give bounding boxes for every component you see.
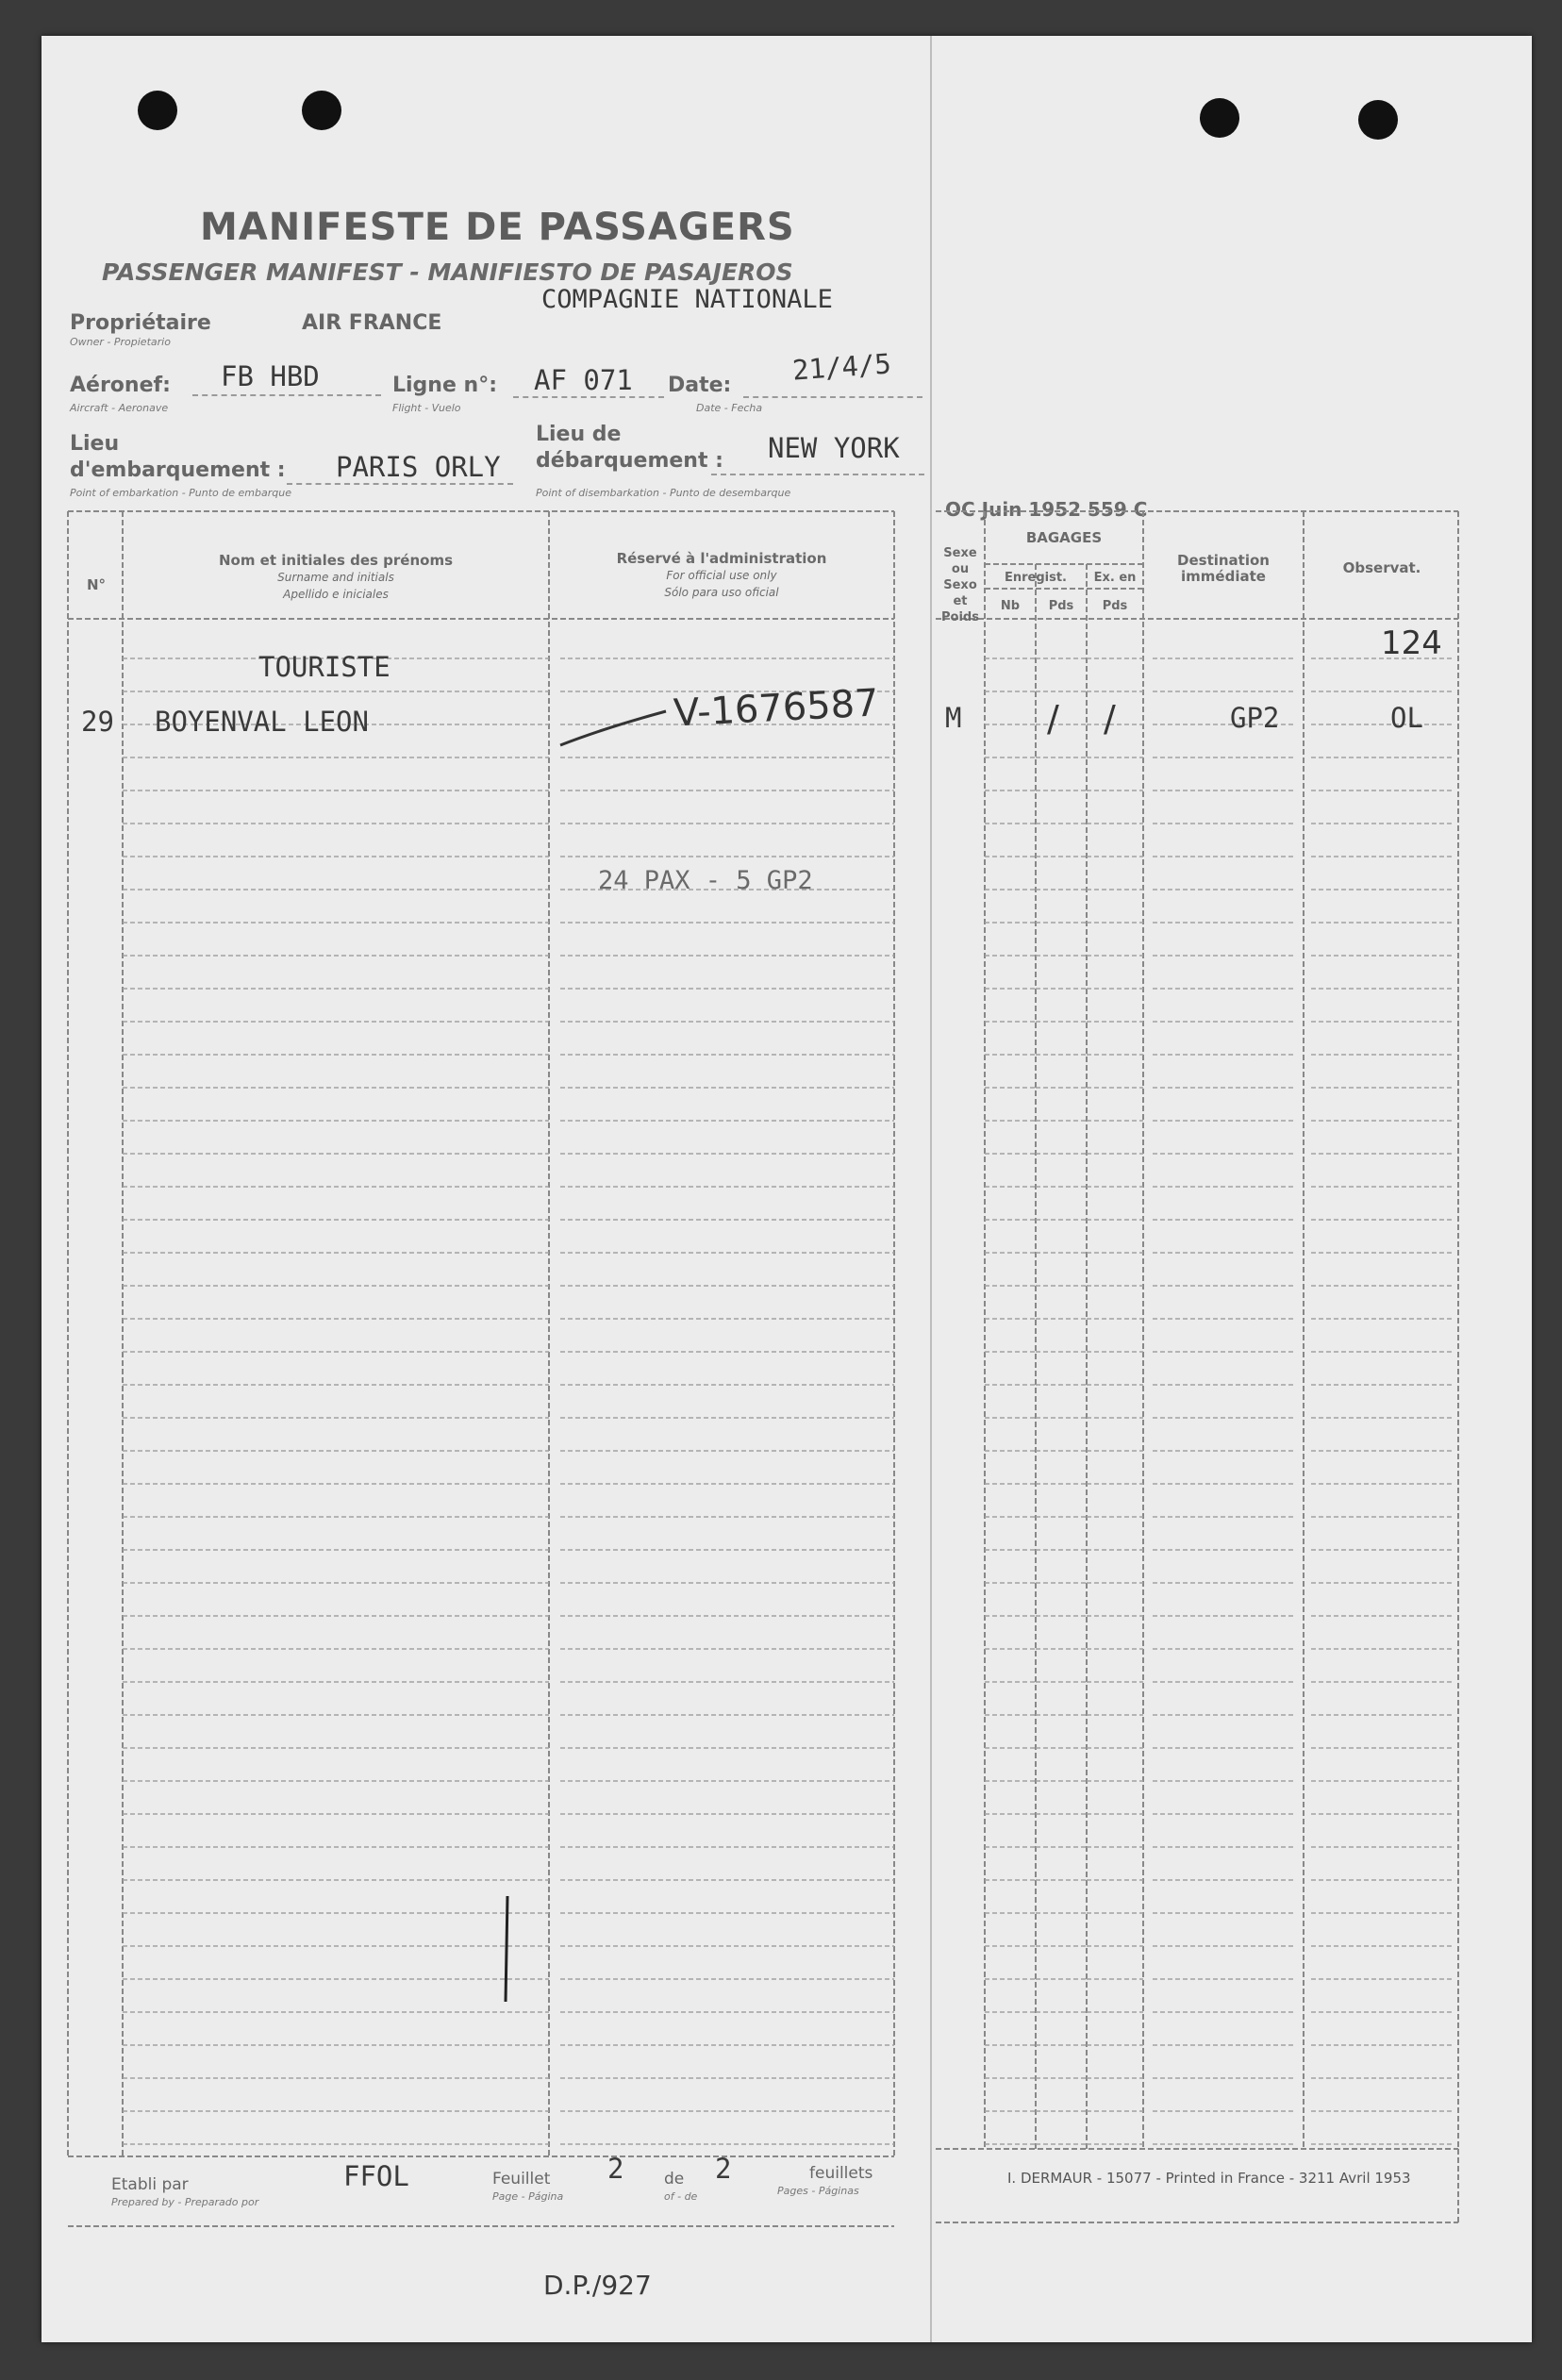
owner-label: Propriétaire <box>70 311 211 335</box>
prepared-sublabel: Prepared by - Preparado por <box>111 2196 259 2208</box>
embark-label-line2: d'embarquement : <box>70 458 286 482</box>
date-label: Date: <box>668 374 732 397</box>
of-sublabel: of - de <box>664 2190 698 2203</box>
embark-sublabel: Point of embarkation - Punto de embarque <box>70 487 291 499</box>
header-excess-pds: Pds <box>1102 599 1128 613</box>
class-label: TOURISTE <box>258 651 390 683</box>
flight-sublabel: Flight - Vuelo <box>392 402 461 414</box>
aircraft-sublabel: Aircraft - Aeronave <box>70 402 169 414</box>
company-value: COMPAGNIE NATIONALE <box>541 285 833 314</box>
disembark-sublabel: Point of disembarkation - Punto de desembarque <box>536 487 791 499</box>
admin-reference: V-1676587 <box>672 681 880 736</box>
header-admin-sub1: For official use only <box>666 569 777 582</box>
header-registered: Enregist. <box>1004 571 1067 585</box>
of-label: de <box>664 2170 685 2189</box>
passenger-name: BOYENVAL LEON <box>155 706 369 738</box>
sheets-sublabel: Pages - Páginas <box>777 2185 859 2197</box>
aircraft-value: FB HBD <box>221 360 320 392</box>
sheet-label: Feuillet <box>492 2170 551 2189</box>
pen-stroke-icon <box>557 696 670 753</box>
header-name-sub2: Apellido e iniciales <box>283 588 389 601</box>
flight-value: AF 071 <box>534 364 633 396</box>
manifest-table-grid <box>42 36 1532 2342</box>
sheet-sublabel: Page - Página <box>492 2190 564 2203</box>
disembark-value: NEW YORK <box>768 432 900 464</box>
page-reference: 124 <box>1381 624 1442 662</box>
owner-sublabel: Owner - Propietario <box>70 336 171 348</box>
passenger-sex: M <box>945 702 962 734</box>
manifest-title: MANIFESTE DE PASSAGERS <box>200 206 795 249</box>
form-code: OC Juin 1952 559 C <box>945 498 1148 521</box>
manifest-subtitle: PASSENGER MANIFEST - MANIFIESTO DE PASAJEROS <box>102 258 793 286</box>
printer-imprint: I. DERMAUR - 15077 - Printed in France - 3211 Avril 1953 <box>1007 2170 1411 2187</box>
header-admin-label: Réservé à l'administration <box>616 550 827 567</box>
header-admin <box>553 551 890 601</box>
baggage-weight: / <box>1104 698 1116 740</box>
pen-mark-icon <box>498 1892 517 2006</box>
prepared-label: Etabli par <box>111 2175 189 2194</box>
header-nb: Nb <box>1000 599 1021 613</box>
date-value: 21/4/5 <box>790 347 892 387</box>
total-sheets-value: 2 <box>715 2153 732 2185</box>
header-name-sub1: Surname and initials <box>277 571 394 584</box>
observation: OL <box>1390 702 1423 734</box>
embark-value: PARIS ORLY <box>336 451 501 483</box>
baggage-count: / <box>1047 698 1059 740</box>
header-destination: Destination immédiate <box>1177 552 1270 585</box>
header-admin-sub2: Sólo para uso oficial <box>664 586 779 599</box>
header-name-label: Nom et initiales des prénoms <box>218 552 454 569</box>
prepared-value: FFOL <box>343 2160 409 2192</box>
disembark-label-line1: Lieu de <box>536 423 622 446</box>
embark-label-line1: Lieu <box>70 432 120 456</box>
header-no: N° <box>86 576 107 593</box>
sheets-label: feuillets <box>809 2164 873 2183</box>
sheet-value: 2 <box>607 2153 624 2185</box>
manifest-sheet <box>42 36 1532 2342</box>
header-baggage: BAGAGES <box>1025 529 1103 546</box>
header-excess: Ex. en <box>1093 571 1137 585</box>
owner-value: AIR FRANCE <box>302 311 442 335</box>
header-sex: Sexe ou Sexo et Poids <box>941 546 979 624</box>
flight-label: Ligne n°: <box>392 374 498 397</box>
date-sublabel: Date - Fecha <box>696 402 763 414</box>
row-number: 29 <box>81 706 114 738</box>
aircraft-label: Aéronef: <box>70 374 171 397</box>
disembark-label-line2: débarquement : <box>536 449 723 473</box>
destination: GP2 <box>1230 702 1280 734</box>
header-observations: Observat. <box>1342 559 1421 576</box>
header-pds: Pds <box>1048 599 1074 613</box>
archive-reference: D.P./927 <box>543 2270 652 2301</box>
summary-line: 24 PAX - 5 GP2 <box>598 866 813 895</box>
header-name <box>126 553 545 603</box>
